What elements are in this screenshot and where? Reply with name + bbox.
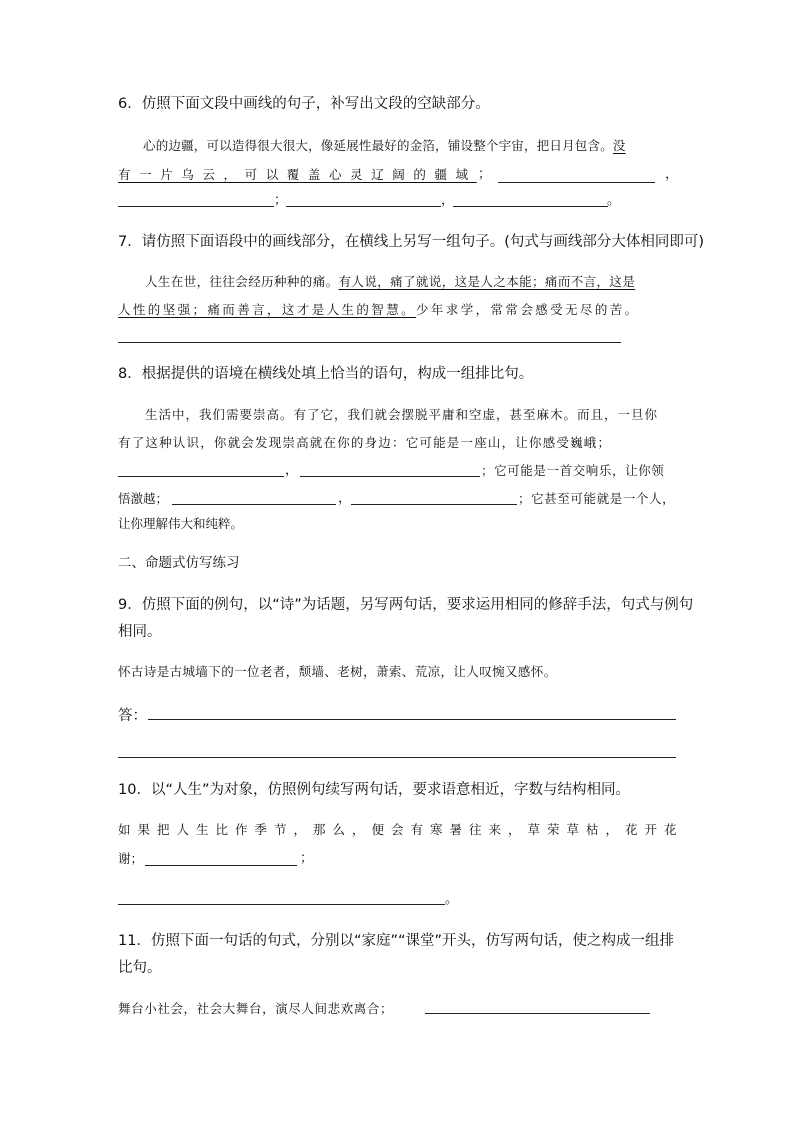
q10-example-line2-head: 谢；: [118, 851, 144, 866]
q7-passage-line2: [118, 300, 640, 320]
q6-passage-underlined: 有一片乌云，可以覆盖心灵辽阔的疆域: [118, 167, 477, 182]
q10-blank-1[interactable]: [145, 865, 297, 866]
q6-passage-line2: [118, 165, 477, 185]
q6-blank-1[interactable]: [498, 182, 655, 183]
q7-title: 7．请仿照下面语段中的画线部分，在横线上另写一组句子。(句式与画线部分大体相同即可): [118, 234, 705, 250]
q8-passage-line2: 有了这种认识，你就会发现崇高就在你的身边：它可能是一座山，让你感受巍峨；: [118, 435, 612, 450]
q8-comma-1: ，: [285, 463, 299, 478]
q11-title-line1: 11．仿照下面一句话的句式，分别以“家庭”“课堂”开头，仿写两句话，使之构成一组排: [118, 933, 674, 949]
q7-passage-underlined-2: 人性的坚强；痛而善言，这才是人生的智慧。: [118, 302, 417, 317]
q11-title-line2: 比句。: [118, 960, 162, 976]
q9-title-line1: 9．仿照下面的例句，以“诗”为话题，另写两句话，要求运用相同的修辞手法，句式与例句: [118, 597, 694, 613]
q6-passage-line1: [143, 136, 626, 156]
q9-answer-label: 答：: [118, 708, 147, 724]
q6-blank-3[interactable]: [286, 206, 441, 207]
q6-comma-1: ，: [665, 167, 679, 182]
section-2-heading: 二、命题式仿写练习: [118, 555, 240, 571]
q8-comma-2: ，: [338, 491, 352, 506]
q6-passage-underlined-start: 没: [612, 138, 626, 153]
q10-semicolon: ；: [300, 851, 314, 866]
q8-blank-3[interactable]: [172, 504, 336, 505]
q7-passage-underlined-1: 有人说，痛了就说，这是人之本能；痛而不言，这是: [338, 274, 636, 289]
q9-example: 怀古诗是古城墙下的一位老者，颓墙、老树，萧索、荒凉，让人叹惋又感怀。: [118, 664, 557, 679]
q10-title: 10．以“人生”为对象，仿照例句续写两句话，要求语意相近，字数与结构相同。: [118, 782, 630, 798]
q6-blank-2[interactable]: [118, 206, 274, 207]
q6-semicolon-2: ；: [274, 193, 288, 208]
q8-passage-line1: 生活中，我们需要崇高。有了它，我们就会摆脱平庸和空虚，甚至麻木。而且，一旦你: [145, 407, 659, 422]
q6-semicolon-1: ；: [478, 167, 492, 182]
q6-blank-4[interactable]: [453, 206, 608, 207]
q8-blank-1[interactable]: [118, 476, 284, 477]
q6-period: 。: [607, 193, 621, 208]
q8-blank-2[interactable]: [300, 476, 480, 477]
q6-title: 6．仿照下面文段中画线的句子，补写出文段的空缺部分。: [118, 96, 490, 112]
q11-blank-1[interactable]: [425, 1013, 650, 1014]
q9-title-line2: 相同。: [118, 624, 162, 640]
q6-passage-plain: 心的边疆，可以造得很大很大，像延展性最好的金箔，铺设整个宇宙，把日月包含。: [143, 138, 613, 153]
q9-answer-line-1[interactable]: [148, 719, 676, 720]
q7-passage-plain-2: 少年求学，常常会感受无尽的苦。: [416, 302, 640, 317]
q7-passage-line1: [145, 272, 635, 292]
q10-blank-2[interactable]: [118, 904, 445, 905]
q8-passage-line4-tail: ；它甚至可能就是一个人，: [518, 491, 676, 506]
q10-example-line1: 如果把人生比作季节，那么，便会有寒暑往来，草荣草枯，花开花: [118, 822, 684, 837]
q7-passage-plain-1: 人生在世，往往会经历种种的痛。: [145, 274, 339, 289]
q8-passage-line3-tail: ；它可能是一首交响乐，让你领: [481, 463, 665, 478]
q8-blank-4[interactable]: [351, 504, 517, 505]
q8-title: 8．根据提供的语境在横线处填上恰当的语句，构成一组排比句。: [118, 366, 534, 382]
q10-period: 。: [445, 892, 459, 907]
q8-passage-line4-head: 悟激越；: [118, 491, 169, 506]
q6-comma-2: ，: [441, 193, 455, 208]
q9-answer-line-2[interactable]: [118, 757, 676, 758]
q7-answer-line[interactable]: [118, 342, 621, 343]
q8-passage-line5: 让你理解伟大和纯粹。: [118, 516, 244, 531]
q11-example: 舞台小社会，社会大舞台，演尽人间悲欢离合；: [118, 1001, 394, 1016]
